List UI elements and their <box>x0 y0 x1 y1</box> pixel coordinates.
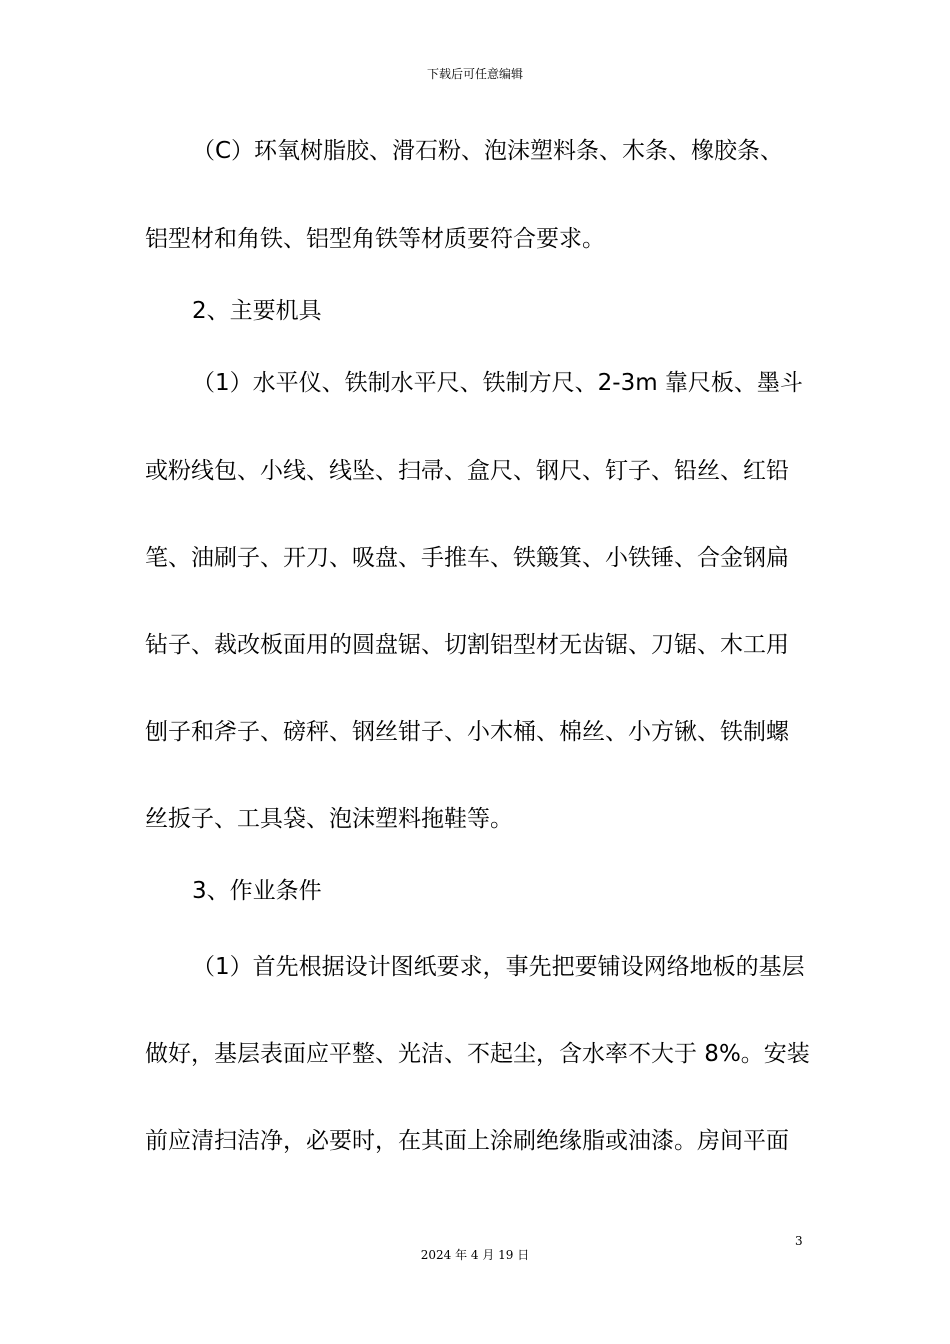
paragraph-line: 刨子和斧子、磅秤、钢丝钳子、小木桶、棉丝、小方锹、铁制螺 <box>145 719 789 745</box>
paragraph-line: 或粉线包、小线、线坠、扫帚、盒尺、钢尺、钉子、铅丝、红铅 <box>145 458 789 484</box>
paragraph-line: 笔、油刷子、开刀、吸盘、手推车、铁簸箕、小铁锤、合金钢扁 <box>145 545 789 571</box>
paragraph-line: 钻子、裁改板面用的圆盘锯、切割铝型材无齿锯、刀锯、木工用 <box>145 632 789 658</box>
paragraph-line: 丝扳子、工具袋、泡沫塑料拖鞋等。 <box>145 806 513 832</box>
section-heading: 3、作业条件 <box>192 878 322 904</box>
page-header: 下载后可任意编辑 <box>426 67 523 81</box>
paragraph-line: （C）环氧树脂胶、滑石粉、泡沫塑料条、木条、橡胶条、 <box>192 138 784 164</box>
paragraph-line: （1）首先根据设计图纸要求，事先把要铺设网络地板的基层 <box>192 954 805 980</box>
page-number: 3 <box>795 1234 803 1248</box>
paragraph-line: 铝型材和角铁、铝型角铁等材质要符合要求。 <box>145 226 605 252</box>
paragraph-line: 前应清扫洁净，必要时，在其面上涂刷绝缘脂或油漆。房间平面 <box>145 1128 789 1154</box>
section-heading: 2、主要机具 <box>192 298 322 324</box>
page-footer-date: 2024 年 4 月 19 日 <box>420 1248 530 1262</box>
paragraph-line: 做好，基层表面应平整、光洁、不起尘，含水率不大于 8%。安装 <box>145 1041 810 1067</box>
paragraph-line: （1）水平仪、铁制水平尺、铁制方尺、2-3m 靠尺板、墨斗 <box>192 370 803 396</box>
